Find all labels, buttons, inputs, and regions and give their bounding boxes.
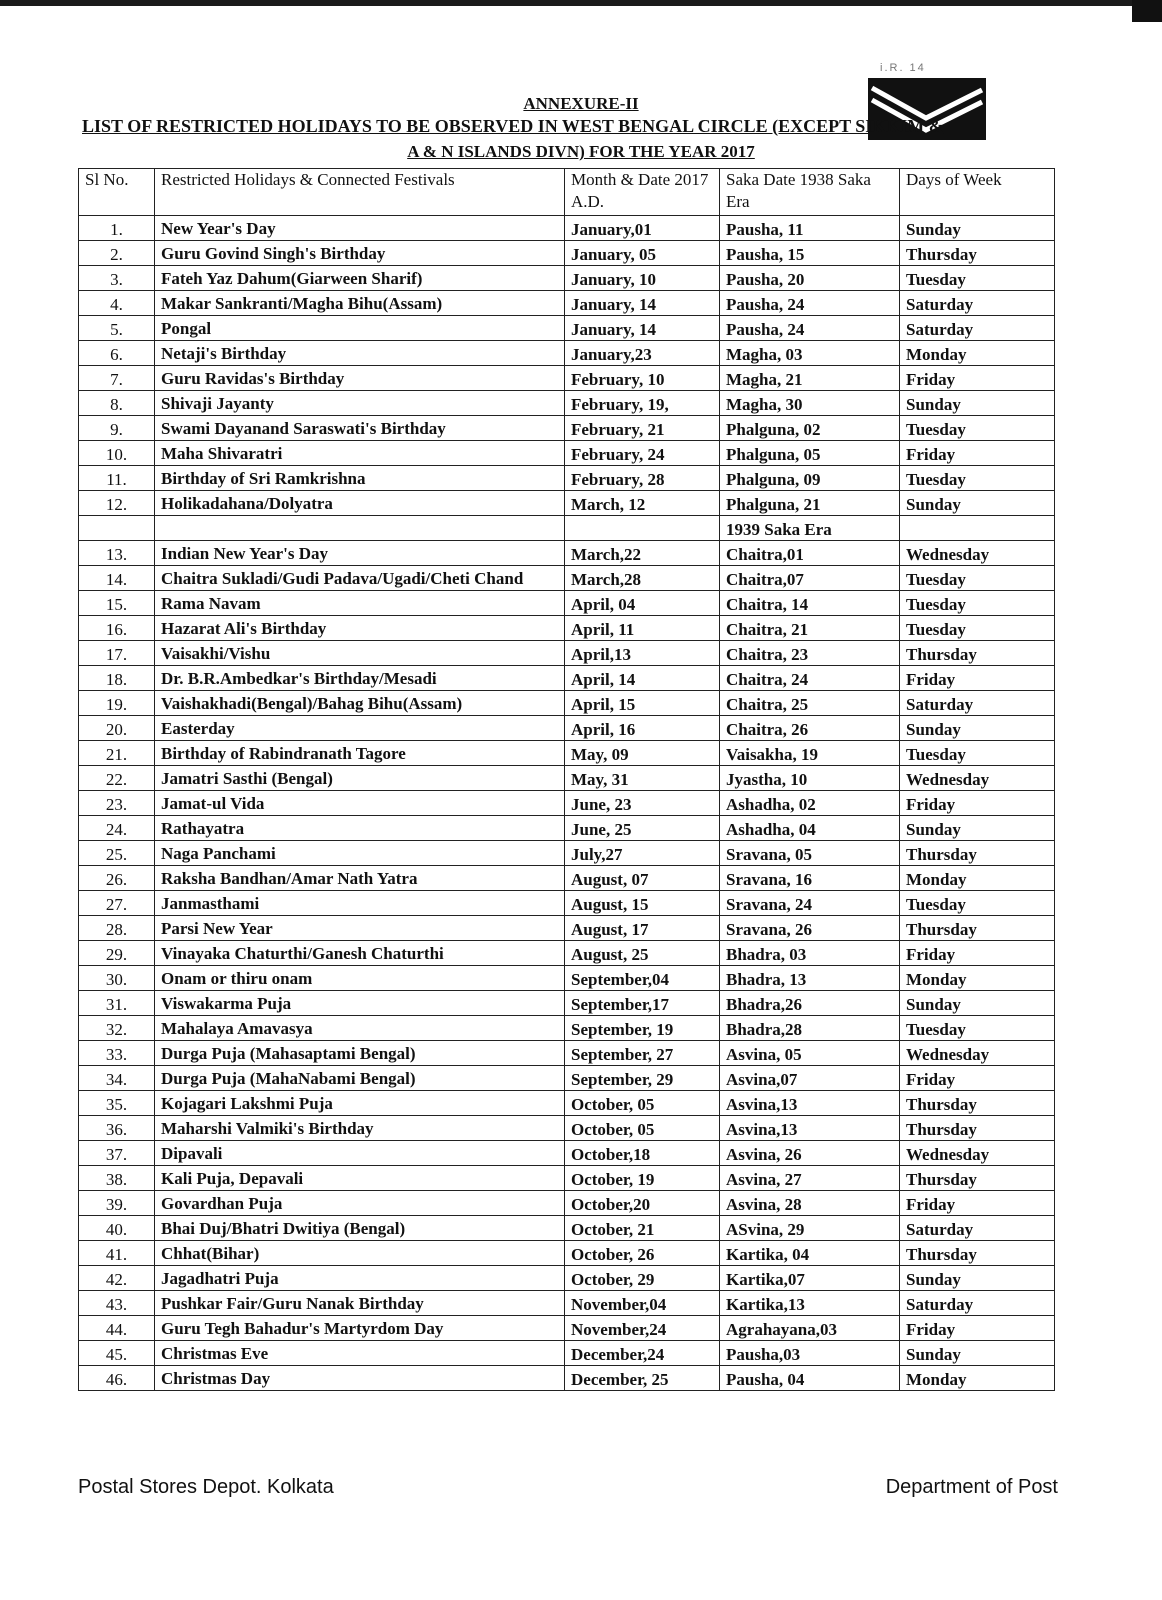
cell-sl: 30. [79, 966, 155, 991]
cell-month-date: January,01 [565, 216, 720, 241]
table-row [79, 441, 1055, 466]
cell-sl: 43. [79, 1291, 155, 1316]
cell-saka-date: Vaisakha, 19 [720, 741, 900, 766]
cell-month-date: February, 10 [565, 366, 720, 391]
cell-saka-date: Bhadra,28 [720, 1016, 900, 1041]
cell-sl: 16. [79, 616, 155, 641]
cell-month-date: September, 19 [565, 1016, 720, 1041]
table-row [79, 1216, 1055, 1241]
cell-saka-date: Ashadha, 02 [720, 791, 900, 816]
cell-sl: 13. [79, 541, 155, 566]
column-header-festival: Restricted Holidays & Connected Festivals [155, 169, 565, 216]
cell-month-date: July,27 [565, 841, 720, 866]
table-body [79, 216, 1055, 1391]
cell-saka-date: Chaitra,01 [720, 541, 900, 566]
cell-festival: Netaji's Birthday [155, 341, 565, 366]
cell-day: Tuesday [900, 466, 1055, 491]
cell-festival: Makar Sankranti/Magha Bihu(Assam) [155, 291, 565, 316]
cell-sl: 20. [79, 716, 155, 741]
table-row [79, 841, 1055, 866]
cell-day: Sunday [900, 1341, 1055, 1366]
cell-day: Thursday [900, 1241, 1055, 1266]
cell-day: Friday [900, 666, 1055, 691]
cell-saka-date: Phalguna, 05 [720, 441, 900, 466]
cell-saka-date: 1939 Saka Era [720, 516, 900, 541]
table-row [79, 316, 1055, 341]
cell-saka-date: Asvina, 28 [720, 1191, 900, 1216]
cell-month-date: December,24 [565, 1341, 720, 1366]
cell-festival: Jamat-ul Vida [155, 791, 565, 816]
cell-festival: Viswakarma Puja [155, 991, 565, 1016]
cell-festival: Christmas Eve [155, 1341, 565, 1366]
cell-month-date: October,20 [565, 1191, 720, 1216]
cell-sl: 14. [79, 566, 155, 591]
table-row [79, 691, 1055, 716]
cell-saka-date: Sravana, 26 [720, 916, 900, 941]
column-header-day: Days of Week [900, 169, 1055, 216]
cell-saka-date: Magha, 03 [720, 341, 900, 366]
cell-saka-date: Jyastha, 10 [720, 766, 900, 791]
cell-sl: 34. [79, 1066, 155, 1091]
cell-month-date: October,18 [565, 1141, 720, 1166]
table-row [79, 766, 1055, 791]
cell-day: Sunday [900, 491, 1055, 516]
cell-month-date: November,24 [565, 1316, 720, 1341]
cell-festival: Pongal [155, 316, 565, 341]
table-row [79, 791, 1055, 816]
cell-day: Sunday [900, 716, 1055, 741]
cell-month-date [565, 516, 720, 541]
table-row [79, 1141, 1055, 1166]
footer-right-text: Department of Post [885, 1476, 1058, 1498]
cell-sl: 45. [79, 1341, 155, 1366]
cell-sl: 10. [79, 441, 155, 466]
cell-festival: Durga Puja (Mahasaptami Bengal) [155, 1041, 565, 1066]
cell-saka-date: Bhadra, 13 [720, 966, 900, 991]
cell-sl: 18. [79, 666, 155, 691]
cell-sl: 25. [79, 841, 155, 866]
table-row [79, 216, 1055, 241]
cell-festival: Dipavali [155, 1141, 565, 1166]
cell-saka-date: Kartika, 04 [720, 1241, 900, 1266]
cell-sl: 21. [79, 741, 155, 766]
scan-edge [0, 0, 1162, 14]
cell-month-date: May, 31 [565, 766, 720, 791]
cell-saka-date: Ashadha, 04 [720, 816, 900, 841]
cell-saka-date: Sravana, 24 [720, 891, 900, 916]
cell-month-date: April,13 [565, 641, 720, 666]
cell-day: Wednesday [900, 1041, 1055, 1066]
cell-sl: 27. [79, 891, 155, 916]
cell-festival: Rathayatra [155, 816, 565, 841]
table-row [79, 991, 1055, 1016]
cell-day: Tuesday [900, 566, 1055, 591]
table-row [79, 641, 1055, 666]
cell-month-date: March, 12 [565, 491, 720, 516]
table-row [79, 616, 1055, 641]
cell-day: Tuesday [900, 741, 1055, 766]
cell-sl [79, 516, 155, 541]
cell-day: Saturday [900, 1216, 1055, 1241]
table-row [79, 716, 1055, 741]
cell-saka-date: Pausha, 04 [720, 1366, 900, 1391]
table-row [79, 1041, 1055, 1066]
cell-month-date: January, 05 [565, 241, 720, 266]
table-row [79, 341, 1055, 366]
cell-festival: Rama Navam [155, 591, 565, 616]
cell-saka-date: Asvina, 05 [720, 1041, 900, 1066]
cell-day: Thursday [900, 1116, 1055, 1141]
cell-festival: Swami Dayanand Saraswati's Birthday [155, 416, 565, 441]
cell-sl: 31. [79, 991, 155, 1016]
cell-month-date: October, 29 [565, 1266, 720, 1291]
cell-month-date: April, 16 [565, 716, 720, 741]
cell-day: Friday [900, 366, 1055, 391]
cell-day: Friday [900, 1066, 1055, 1091]
cell-saka-date: Agrahayana,03 [720, 1316, 900, 1341]
cell-saka-date: Chaitra, 24 [720, 666, 900, 691]
table-row [79, 1241, 1055, 1266]
cell-sl: 4. [79, 291, 155, 316]
cell-month-date: August, 07 [565, 866, 720, 891]
table-row [79, 391, 1055, 416]
cell-month-date: October, 19 [565, 1166, 720, 1191]
cell-month-date: April, 14 [565, 666, 720, 691]
cell-festival: New Year's Day [155, 216, 565, 241]
cell-day: Saturday [900, 316, 1055, 341]
cell-day: Thursday [900, 916, 1055, 941]
cell-day [900, 516, 1055, 541]
table-row [79, 591, 1055, 616]
cell-sl: 40. [79, 1216, 155, 1241]
table-row [79, 1066, 1055, 1091]
cell-month-date: February, 28 [565, 466, 720, 491]
table-row [79, 466, 1055, 491]
cell-saka-date: Phalguna, 21 [720, 491, 900, 516]
cell-month-date: September, 27 [565, 1041, 720, 1066]
table-row [79, 1016, 1055, 1041]
cell-day: Sunday [900, 816, 1055, 841]
cell-day: Tuesday [900, 591, 1055, 616]
cell-saka-date: Magha, 30 [720, 391, 900, 416]
cell-day: Tuesday [900, 266, 1055, 291]
cell-sl: 29. [79, 941, 155, 966]
cell-festival: Mahalaya Amavasya [155, 1016, 565, 1041]
cell-month-date: January, 10 [565, 266, 720, 291]
cell-saka-date: Chaitra, 25 [720, 691, 900, 716]
cell-festival: Parsi New Year [155, 916, 565, 941]
cell-saka-date: Magha, 21 [720, 366, 900, 391]
cell-saka-date: Pausha, 15 [720, 241, 900, 266]
document-title-line2: A & N ISLANDS DIVN) FOR THE YEAR 2017 [407, 142, 755, 161]
cell-festival: Birthday of Sri Ramkrishna [155, 466, 565, 491]
scan-corner [1132, 0, 1162, 22]
cell-day: Sunday [900, 216, 1055, 241]
cell-month-date: September,04 [565, 966, 720, 991]
cell-day: Monday [900, 341, 1055, 366]
table-row [79, 816, 1055, 841]
cell-month-date: January, 14 [565, 291, 720, 316]
cell-month-date: December, 25 [565, 1366, 720, 1391]
cell-day: Sunday [900, 391, 1055, 416]
cell-festival: Guru Ravidas's Birthday [155, 366, 565, 391]
cell-day: Friday [900, 941, 1055, 966]
cell-sl: 3. [79, 266, 155, 291]
cell-saka-date: Sravana, 05 [720, 841, 900, 866]
cell-festival: Shivaji Jayanty [155, 391, 565, 416]
cell-month-date: August, 15 [565, 891, 720, 916]
cell-festival: Kali Puja, Depavali [155, 1166, 565, 1191]
cell-day: Tuesday [900, 416, 1055, 441]
table-row [79, 291, 1055, 316]
annexure-heading: ANNEXURE-II [523, 94, 639, 113]
cell-festival [155, 516, 565, 541]
cell-sl: 5. [79, 316, 155, 341]
cell-festival: Chaitra Sukladi/Gudi Padava/Ugadi/Cheti Chand [155, 566, 565, 591]
cell-sl: 1. [79, 216, 155, 241]
cell-month-date: February, 19, [565, 391, 720, 416]
cell-day: Friday [900, 1191, 1055, 1216]
cell-festival: Dr. B.R.Ambedkar's Birthday/Mesadi [155, 666, 565, 691]
table-row [79, 866, 1055, 891]
cell-festival: Maha Shivaratri [155, 441, 565, 466]
cell-festival: Jamatri Sasthi (Bengal) [155, 766, 565, 791]
table-row [79, 1366, 1055, 1391]
table-row [79, 941, 1055, 966]
cell-sl: 22. [79, 766, 155, 791]
cell-saka-date: Phalguna, 09 [720, 466, 900, 491]
cell-sl: 38. [79, 1166, 155, 1191]
cell-sl: 42. [79, 1266, 155, 1291]
cell-festival: Christmas Day [155, 1366, 565, 1391]
cell-day: Monday [900, 1366, 1055, 1391]
cell-day: Friday [900, 441, 1055, 466]
cell-day: Thursday [900, 1091, 1055, 1116]
table-row [79, 1191, 1055, 1216]
cell-festival: Onam or thiru onam [155, 966, 565, 991]
cell-day: Monday [900, 966, 1055, 991]
cell-saka-date: Bhadra, 03 [720, 941, 900, 966]
document-title-line1: LIST OF RESTRICTED HOLIDAYS TO BE OBSERVED IN WEST BENGAL CIRCLE (EXCEPT SIKKIM & [82, 116, 944, 136]
cell-day: Thursday [900, 641, 1055, 666]
cell-saka-date: Asvina, 27 [720, 1166, 900, 1191]
table-row [79, 1116, 1055, 1141]
table-row [79, 541, 1055, 566]
table-row [79, 916, 1055, 941]
cell-festival: Naga Panchami [155, 841, 565, 866]
cell-saka-date: Asvina,13 [720, 1116, 900, 1141]
cell-saka-date: Sravana, 16 [720, 866, 900, 891]
cell-sl: 11. [79, 466, 155, 491]
table-row [79, 366, 1055, 391]
cell-sl: 37. [79, 1141, 155, 1166]
table-row [79, 416, 1055, 441]
cell-day: Friday [900, 791, 1055, 816]
cell-festival: Chhat(Bihar) [155, 1241, 565, 1266]
table-header-row [79, 169, 1055, 216]
cell-saka-date: ASvina, 29 [720, 1216, 900, 1241]
cell-sl: 17. [79, 641, 155, 666]
cell-saka-date: Kartika,13 [720, 1291, 900, 1316]
page-stamp: i.R. 14 [880, 62, 926, 74]
cell-month-date: March,28 [565, 566, 720, 591]
cell-month-date: August, 17 [565, 916, 720, 941]
column-header-month-date: Month & Date 2017 A.D. [565, 169, 720, 216]
cell-month-date: June, 25 [565, 816, 720, 841]
cell-day: Wednesday [900, 1141, 1055, 1166]
cell-month-date: September,17 [565, 991, 720, 1016]
cell-festival: Guru Tegh Bahadur's Martyrdom Day [155, 1316, 565, 1341]
holidays-table [78, 168, 1055, 1391]
table-row [79, 1341, 1055, 1366]
table-row [79, 966, 1055, 991]
cell-month-date: April, 11 [565, 616, 720, 641]
cell-saka-date: Chaitra, 26 [720, 716, 900, 741]
cell-sl: 19. [79, 691, 155, 716]
column-header-saka-date: Saka Date 1938 Saka Era [720, 169, 900, 216]
cell-day: Thursday [900, 841, 1055, 866]
cell-sl: 15. [79, 591, 155, 616]
cell-month-date: October, 05 [565, 1116, 720, 1141]
cell-sl: 9. [79, 416, 155, 441]
cell-sl: 28. [79, 916, 155, 941]
cell-saka-date: Kartika,07 [720, 1266, 900, 1291]
cell-day: Saturday [900, 291, 1055, 316]
cell-festival: Pushkar Fair/Guru Nanak Birthday [155, 1291, 565, 1316]
column-header-sl: Sl No. [79, 169, 155, 216]
cell-sl: 44. [79, 1316, 155, 1341]
cell-day: Wednesday [900, 766, 1055, 791]
cell-day: Tuesday [900, 1016, 1055, 1041]
cell-day: Friday [900, 1316, 1055, 1341]
cell-festival: Maharshi Valmiki's Birthday [155, 1116, 565, 1141]
cell-festival: Fateh Yaz Dahum(Giarween Sharif) [155, 266, 565, 291]
table-row [79, 1166, 1055, 1191]
table-row [79, 491, 1055, 516]
cell-festival: Holikadahana/Dolyatra [155, 491, 565, 516]
cell-month-date: March,22 [565, 541, 720, 566]
cell-sl: 2. [79, 241, 155, 266]
cell-sl: 39. [79, 1191, 155, 1216]
cell-sl: 26. [79, 866, 155, 891]
table-row [79, 1266, 1055, 1291]
cell-festival: Durga Puja (MahaNabami Bengal) [155, 1066, 565, 1091]
table-row [79, 566, 1055, 591]
cell-sl: 8. [79, 391, 155, 416]
cell-festival: Janmasthami [155, 891, 565, 916]
cell-month-date: August, 25 [565, 941, 720, 966]
cell-festival: Birthday of Rabindranath Tagore [155, 741, 565, 766]
table-row [79, 241, 1055, 266]
cell-festival: Vaishakhadi(Bengal)/Bahag Bihu(Assam) [155, 691, 565, 716]
cell-day: Wednesday [900, 541, 1055, 566]
cell-festival: Guru Govind Singh's Birthday [155, 241, 565, 266]
cell-saka-date: Asvina,07 [720, 1066, 900, 1091]
cell-day: Tuesday [900, 616, 1055, 641]
cell-month-date: April, 04 [565, 591, 720, 616]
cell-festival: Easterday [155, 716, 565, 741]
cell-festival: Bhai Duj/Bhatri Dwitiya (Bengal) [155, 1216, 565, 1241]
cell-saka-date: Asvina,13 [720, 1091, 900, 1116]
cell-saka-date: Pausha, 24 [720, 316, 900, 341]
cell-festival: Indian New Year's Day [155, 541, 565, 566]
cell-festival: Jagadhatri Puja [155, 1266, 565, 1291]
cell-month-date: January, 14 [565, 316, 720, 341]
cell-sl: 41. [79, 1241, 155, 1266]
cell-month-date: September, 29 [565, 1066, 720, 1091]
table-row [79, 1291, 1055, 1316]
cell-month-date: May, 09 [565, 741, 720, 766]
footer-left-text: Postal Stores Depot. Kolkata [78, 1476, 334, 1498]
cell-month-date: November,04 [565, 1291, 720, 1316]
cell-saka-date: Pausha,03 [720, 1341, 900, 1366]
table-row [79, 1316, 1055, 1341]
cell-saka-date: Phalguna, 02 [720, 416, 900, 441]
cell-saka-date: Bhadra,26 [720, 991, 900, 1016]
cell-month-date: April, 15 [565, 691, 720, 716]
table-row [79, 516, 1055, 541]
cell-saka-date: Pausha, 24 [720, 291, 900, 316]
cell-sl: 24. [79, 816, 155, 841]
cell-festival: Kojagari Lakshmi Puja [155, 1091, 565, 1116]
cell-sl: 7. [79, 366, 155, 391]
cell-sl: 12. [79, 491, 155, 516]
cell-day: Thursday [900, 1166, 1055, 1191]
cell-sl: 23. [79, 791, 155, 816]
cell-day: Monday [900, 866, 1055, 891]
cell-festival: Govardhan Puja [155, 1191, 565, 1216]
cell-festival: Vinayaka Chaturthi/Ganesh Chaturthi [155, 941, 565, 966]
cell-sl: 35. [79, 1091, 155, 1116]
table-row [79, 266, 1055, 291]
table-row [79, 666, 1055, 691]
cell-month-date: February, 24 [565, 441, 720, 466]
table-row [79, 1091, 1055, 1116]
cell-sl: 32. [79, 1016, 155, 1041]
cell-saka-date: Chaitra, 14 [720, 591, 900, 616]
cell-month-date: June, 23 [565, 791, 720, 816]
cell-month-date: October, 26 [565, 1241, 720, 1266]
cell-festival: Raksha Bandhan/Amar Nath Yatra [155, 866, 565, 891]
cell-saka-date: Chaitra,07 [720, 566, 900, 591]
cell-day: Sunday [900, 1266, 1055, 1291]
cell-saka-date: Chaitra, 21 [720, 616, 900, 641]
cell-day: Saturday [900, 691, 1055, 716]
cell-month-date: January,23 [565, 341, 720, 366]
cell-day: Thursday [900, 241, 1055, 266]
cell-sl: 46. [79, 1366, 155, 1391]
cell-month-date: October, 05 [565, 1091, 720, 1116]
cell-saka-date: Pausha, 11 [720, 216, 900, 241]
cell-festival: Vaisakhi/Vishu [155, 641, 565, 666]
cell-day: Saturday [900, 1291, 1055, 1316]
cell-month-date: February, 21 [565, 416, 720, 441]
cell-saka-date: Pausha, 20 [720, 266, 900, 291]
table-row [79, 741, 1055, 766]
table-row [79, 891, 1055, 916]
cell-month-date: October, 21 [565, 1216, 720, 1241]
cell-sl: 36. [79, 1116, 155, 1141]
cell-day: Sunday [900, 991, 1055, 1016]
cell-sl: 33. [79, 1041, 155, 1066]
cell-day: Tuesday [900, 891, 1055, 916]
cell-sl: 6. [79, 341, 155, 366]
cell-saka-date: Asvina, 26 [720, 1141, 900, 1166]
cell-saka-date: Chaitra, 23 [720, 641, 900, 666]
cell-festival: Hazarat Ali's Birthday [155, 616, 565, 641]
